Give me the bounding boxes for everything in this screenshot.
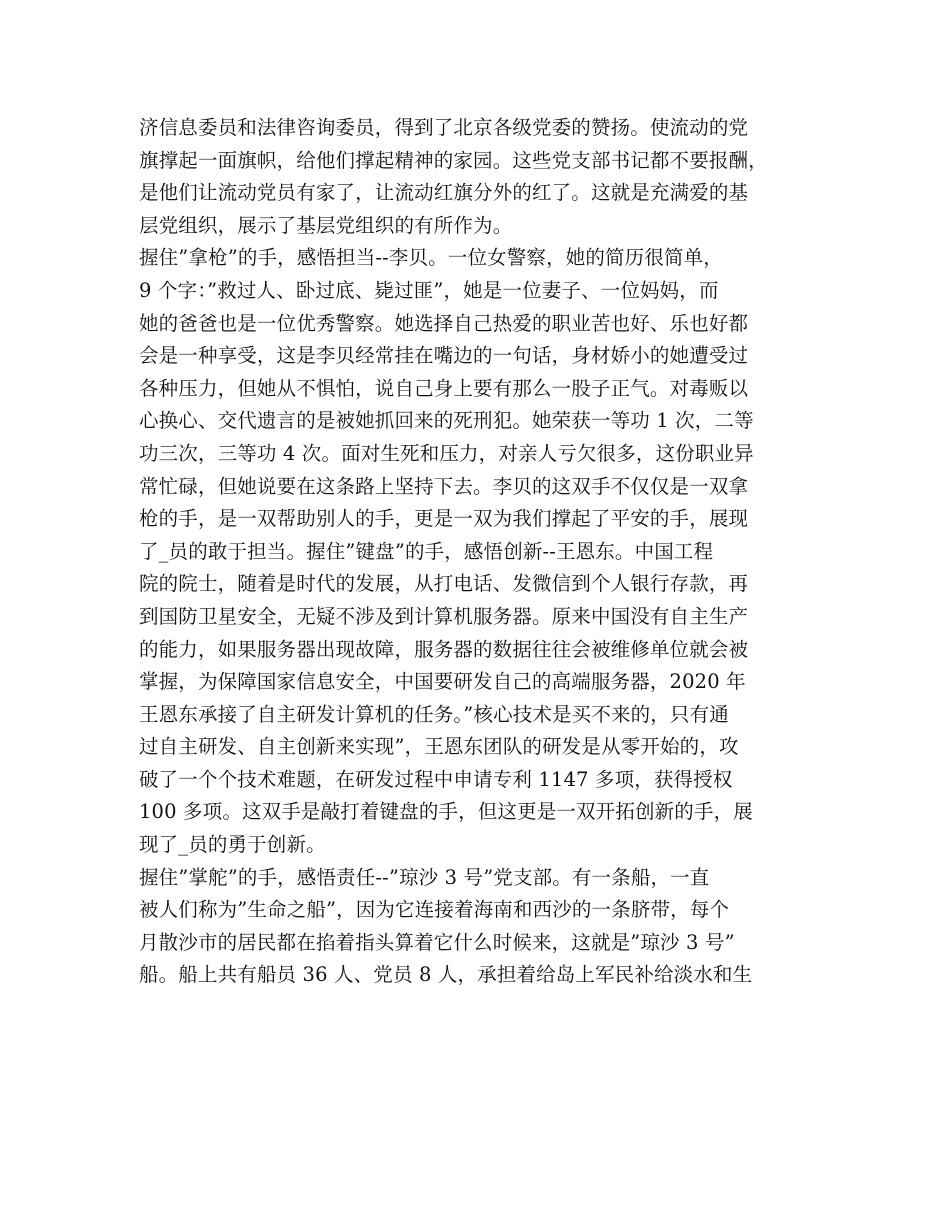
text-line: 破了一个个技术难题，在研发过程中申请专利 1147 多项，获得授权: [139, 767, 733, 791]
text-line: 会是一种享受，这是李贝经常挂在嘴边的一句话，身材娇小的她遭受过: [139, 344, 749, 368]
text-line: 枪的手，是一双帮助别人的手，更是一双为我们撑起了平安的手，展现: [139, 507, 749, 531]
text-line: 过自主研发、自主创新来实现”，王恩东团队的研发是从零开始的，攻: [139, 735, 739, 759]
text-line: 掌握，为保障国家信息安全，中国要研发自己的高端服务器，2020 年: [139, 670, 746, 694]
text-line: 握住”掌舵”的手，感悟责任--”琼沙 3 号”党支部。有一条船，一直: [139, 865, 710, 889]
text-line: 院的院士，随着是时代的发展，从打电话、发微信到个人银行存款，再: [139, 572, 749, 596]
text-line: 了_员的敢于担当。握住”键盘”的手，感悟创新--王恩东。中国工程: [139, 539, 714, 563]
text-line: 9 个字：”救过人、卧过底、毙过匪”，她是一位妻子、一位妈妈，而: [139, 278, 719, 302]
text-line: 被人们称为”生命之船”，因为它连接着海南和西沙的一条脐带，每个: [139, 898, 730, 922]
text-line: 握住”拿枪”的手，感悟担当--李贝。一位女警察，她的简历很简单，: [139, 246, 723, 270]
text-line: 层党组织，展示了基层党组织的有所作为。: [139, 213, 513, 237]
text-line: 她的爸爸也是一位优秀警察。她选择自己热爱的职业苦也好、乐也好都: [139, 311, 749, 335]
text-line: 旗撑起一面旗帜，给他们撑起精神的家园。这些党支部书记都不要报酬，: [139, 148, 768, 172]
text-line: 王恩东承接了自主研发计算机的任务。”核心技术是买不来的，只有通: [139, 702, 729, 726]
text-line: 到国防卫星安全，无疑不涉及到计算机服务器。原来中国没有自主生产: [139, 604, 749, 628]
text-line: 各种压力，但她从不惧怕，说自己身上要有那么一股子正气。对毒贩以: [139, 376, 749, 400]
text-line: 的能力，如果服务器出现故障，服务器的数据往往会被维修单位就会被: [139, 637, 749, 661]
text-line: 济信息委员和法律咨询委员，得到了北京各级党委的赞扬。使流动的党: [139, 116, 749, 139]
text-line: 船。船上共有船员 36 人、党员 8 人，承担着给岛上军民补给淡水和生: [139, 963, 753, 987]
text-line: 月散沙市的居民都在掐着指头算着它什么时候来，这就是”琼沙 3 号”: [139, 930, 735, 954]
text-line: 现了_员的勇于创新。: [139, 833, 326, 857]
text-line: 是他们让流动党员有家了，让流动红旗分外的红了。这就是充满爱的基: [139, 181, 749, 205]
text-line: 心换心、交代遗言的是被她抓回来的死刑犯。她荣获一等功 1 次，二等: [139, 409, 754, 433]
text-line: 100 多项。这双手是敲打着键盘的手，但这更是一双开拓创新的手，展: [139, 800, 753, 824]
text-line: 功三次，三等功 4 次。面对生死和压力，对亲人亏欠很多，这份职业异: [139, 441, 754, 465]
document-body: [139, 112, 819, 992]
text-line: 常忙碌，但她说要在这条路上坚持下去。李贝的这双手不仅仅是一双拿: [139, 474, 749, 498]
